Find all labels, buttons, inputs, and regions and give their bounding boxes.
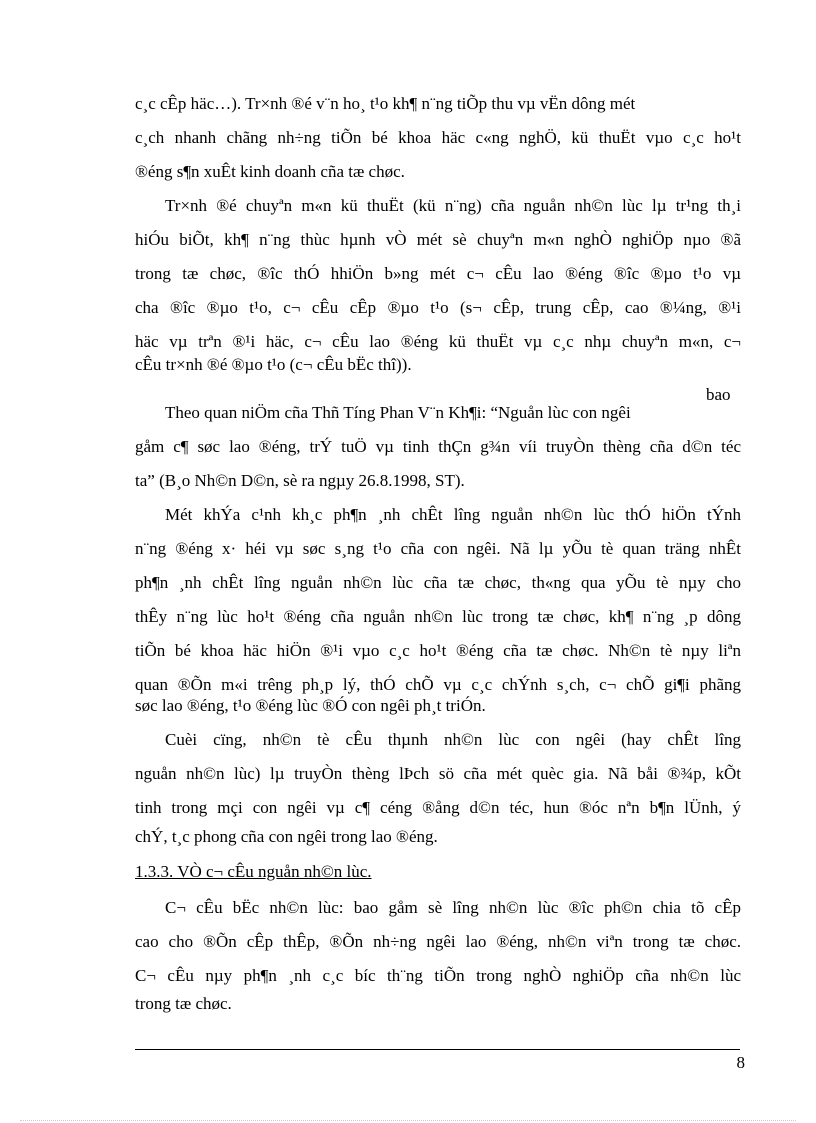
text-line: Cuèi cïng, nh©n tè cÊu thµnh nh©n lùc con ngêi (hay chÊt lîng [165,730,741,749]
text-line: tiÕn bé khoa häc hiÖn ®¹i vµo c¸c ho¹t ®éng cña tæ chøc. Nh©n tè nµy liªn [135,641,741,660]
text-line: nguån nh©n lùc) lµ truyÒn thèng lÞch sö cña mét quèc gia. Nã båi ®¾p, kÕt [135,764,741,783]
text-line: cao cho ®Õn cÊp thÊp, ®Õn nh÷ng ngêi lao ®éng, nh©n viªn trong tæ chøc. [135,932,741,951]
text-line: C¬ cÊu bËc nh©n lùc: bao gåm sè lîng nh©n lùc ®îc ph©n chia tõ cÊp [165,898,741,917]
text-line: ph¶n ¸nh chÊt lîng nguån nh©n lùc cña tæ chøc, th«ng qua yÕu tè nµy cho [135,573,741,592]
text-line: ta” (B¸o Nh©n D©n, sè ra ngµy 26.8.1998, ST). [135,471,465,490]
text-line: c¸ch nhanh chãng nh÷ng tiÕn bé khoa häc c«ng nghÖ, kü thuËt vµo c¸c ho¹t [135,128,741,147]
text-line: Tr×nh ®é chuyªn m«n kü thuËt (kü n¨ng) cña nguån nh©n lùc lµ tr¹ng th¸i [165,196,741,215]
text-line: gåm c¶ søc lao ®éng, trÝ tuÖ vµ tinh thÇn g¾n víi truyÒn thèng cña d©n téc [135,437,741,456]
text-line: n¨ng ®éng x· héi vµ søc s¸ng t¹o cña con ngêi. Nã lµ yÕu tè quan träng nhÊt [135,539,741,558]
section-heading [135,861,741,883]
footer-divider [135,1049,740,1050]
text-line: cÊu tr×nh ®é ®µo t¹o (c¬ cÊu bËc thî)). [135,355,412,374]
floating-word: bao [706,385,731,404]
text-line: C¬ cÊu nµy ph¶n ¸nh c¸c bíc th¨ng tiÕn trong nghÒ nghiÖp cña nh©n lùc [135,966,741,985]
page-number: 8 [736,1053,745,1072]
text-line: c¸c cÊp häc…). Tr×nh ®é v¨n ho¸ t¹o kh¶ n¨ng tiÕp thu vµ vËn dông mét [135,94,636,113]
text-line: søc lao ®éng, t¹o ®éng lùc ®Ó con ngêi ph¸t triÓn. [135,696,486,715]
text-line: hiÓu biÕt, kh¶ n¨ng thùc hµnh vÒ mét sè chuyªn m«n nghÒ nghiÖp nµo ®ã [135,230,741,249]
text-line: Theo quan niÖm cña Thñ Tíng Phan V¨n Kh¶i: “Nguån lùc con ngêi [165,403,631,422]
text-line: cha ®îc ®µo t¹o, c¬ cÊu cÊp ®µo t¹o (s¬ cÊp, trung cÊp, cao ®¼ng, ®¹i [135,298,741,317]
page-edge-divider [20,1120,796,1121]
section-heading-text: 1.3.3. VÒ c¬ cÊu nguån nh©n lùc. [135,862,372,881]
text-line: chÝ, t¸c phong cña con ngêi trong lao ®éng. [135,827,438,846]
text-line: häc vµ trªn ®¹i häc, c¬ cÊu lao ®éng kü thuËt vµ c¸c nhµ chuyªn m«n, c¬ [135,332,741,351]
text-line: tinh trong mçi con ngêi vµ c¶ céng ®ång d©n téc, hun ®óc nªn b¶n lÜnh, ý [135,798,741,817]
text-line: quan ®Õn m«i trêng ph¸p lý, thÓ chÕ vµ c¸c chÝnh s¸ch, c¬ chÕ gi¶i phãng [135,675,741,694]
text-line: ®éng s¶n xuÊt kinh doanh cña tæ chøc. [135,162,405,181]
text-line: trong tæ chøc. [135,994,232,1013]
text-line: thÊy n¨ng lùc ho¹t ®éng cña nguån nh©n lùc trong tæ chøc, kh¶ n¨ng ¸p dông [135,607,741,626]
text-line: trong tæ chøc, ®îc thÓ hhiÖn b»ng mét c¬ cÊu lao ®éng ®îc ®µo t¹o vµ [135,264,741,283]
text-line: Mét khÝa c¹nh kh¸c ph¶n ¸nh chÊt lîng nguån nh©n lùc thÓ hiÖn tÝnh [165,505,741,524]
